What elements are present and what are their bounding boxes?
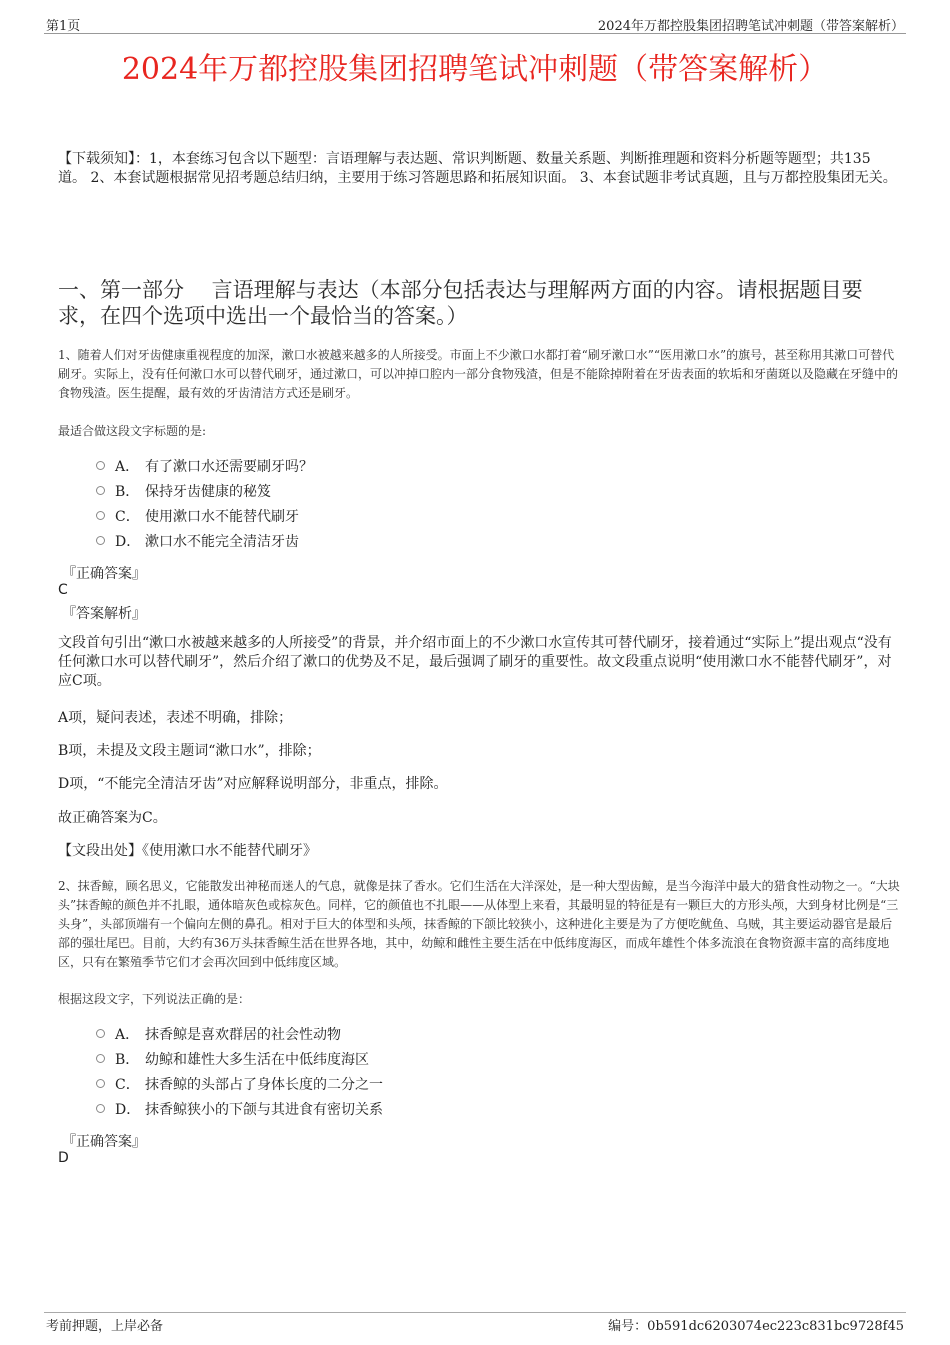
footer-serial-number: 编号：0b591dc6203074ec223c831bc9728f45 — [608, 1319, 904, 1334]
q1-source: 【文段出处】《使用漱口水不能替代刷牙》 — [58, 843, 317, 859]
footer-divider — [44, 1312, 906, 1313]
q1-option-a[interactable] — [96, 453, 313, 478]
q1-options — [96, 453, 313, 553]
option-text: 使用漱口水不能替代刷牙 — [145, 508, 299, 525]
option-letter: C． — [115, 1076, 140, 1093]
option-letter: A． — [115, 1026, 140, 1043]
document-title: 2024年万都控股集团招聘笔试冲刺题（带答案解析） — [121, 52, 829, 87]
q2-question: 根据这段文字，下列说法正确的是： — [58, 992, 251, 1006]
q2-answer-label: 『正确答案』 — [62, 1134, 146, 1150]
radio-icon[interactable] — [96, 536, 105, 545]
radio-icon[interactable] — [96, 486, 105, 495]
option-letter: A． — [115, 458, 140, 475]
q1-option-b[interactable] — [96, 478, 313, 503]
option-letter: D． — [115, 533, 141, 550]
q1-answer: C — [58, 582, 68, 598]
radio-icon[interactable] — [96, 1054, 105, 1063]
section-heading: 一、第一部分 言语理解与表达（本部分包括表达与理解两方面的内容。请根据题目要求，在四个选项中选出一个最恰当的答案。） — [58, 278, 863, 328]
option-letter: C． — [115, 508, 140, 525]
radio-icon[interactable] — [96, 1029, 105, 1038]
radio-icon[interactable] — [96, 1079, 105, 1088]
option-letter: B． — [115, 483, 140, 500]
option-text: 抹香鲸的头部占了身体长度的二分之一 — [145, 1076, 383, 1093]
option-text: 抹香鲸是喜欢群居的社会性动物 — [145, 1026, 341, 1043]
q1-option-d[interactable] — [96, 528, 313, 553]
header-divider — [44, 33, 906, 34]
q2-answer: D — [58, 1150, 69, 1166]
q1-analysis: 文段首句引出“漱口水被越来越多的人所接受”的背景，并介绍市面上的不少漱口水宣传其可替代刷牙，接着通过“实际上”提出观点“没有任何漱口水可以替代刷牙”，然后介绍了漱口的优势及不足，最后强调了刷牙的重要性。故文段重点说明“使用漱口水不能替代刷牙”，对应C项。 — [58, 635, 892, 689]
option-text: 保持牙齿健康的秘笈 — [145, 483, 271, 500]
q2-option-c[interactable] — [96, 1071, 383, 1096]
q1-passage: 1、随着人们对牙齿健康重视程度的加深，漱口水被越来越多的人所接受。市面上不少漱口水都打着“刷牙漱口水”“医用漱口水”的旗号，甚至称用其漱口可替代刷牙。实际上，没有任何漱口水可以替代刷牙，通过漱口，可以冲掉口腔内一部分食物残渣，但是不能除掉附着在牙齿表面的软垢和牙菌斑以及隐藏在牙缝中的食物残渣。医生提醒，最有效的牙齿清洁方式还是刷牙。 — [58, 348, 899, 400]
download-notice: 【下载须知】：1，本套练习包含以下题型：言语理解与表达题、常识判断题、数量关系题、判断推理题和资料分析题等题型；共135道。 2、本套试题根据常见招考题总结归纳，主要用于练习答题思路和拓展知识面。 3、本套试题非考试真题，且与万都控股集团无关。 — [58, 151, 897, 186]
q1-analysis-b: B项，未提及文段主题词“漱口水”，排除； — [58, 743, 321, 759]
q2-option-a[interactable] — [96, 1021, 383, 1046]
option-letter: D． — [115, 1101, 141, 1118]
q2-option-b[interactable] — [96, 1046, 383, 1071]
option-text: 抹香鲸狭小的下颌与其进食有密切关系 — [145, 1101, 383, 1118]
option-text: 漱口水不能完全清洁牙齿 — [145, 533, 299, 550]
q2-options — [96, 1021, 383, 1121]
q2-option-d[interactable] — [96, 1096, 383, 1121]
option-text: 有了漱口水还需要刷牙吗？ — [145, 458, 313, 475]
radio-icon[interactable] — [96, 1104, 105, 1113]
radio-icon[interactable] — [96, 461, 105, 470]
q1-question: 最适合做这段文字标题的是: — [58, 424, 207, 438]
q1-option-c[interactable] — [96, 503, 313, 528]
option-letter: B． — [115, 1051, 140, 1068]
q1-analysis-a: A项，疑问表述，表述不明确，排除； — [58, 710, 293, 726]
q1-analysis-label: 『答案解析』 — [62, 606, 146, 622]
q1-answer-label: 『正确答案』 — [62, 566, 146, 582]
header-title: 2024年万都控股集团招聘笔试冲刺题（带答案解析） — [597, 19, 904, 34]
q1-analysis-d: D项，“不能完全清洁牙齿”对应解释说明部分，非重点，排除。 — [58, 776, 448, 792]
option-text: 幼鲸和雄性大多生活在中低纬度海区 — [145, 1051, 369, 1068]
q2-passage: 2、抹香鲸，顾名思义，它能散发出神秘而迷人的气息，就像是抹了香水。它们生活在大洋深处，是一种大型齿鲸，是当今海洋中最大的猎食性动物之一。“大块头”抹香鲸的颜色并不扎眼，通体暗灰色或棕灰色。同样，它的颜值也不扎眼——从体型上来看，其最明显的特征是有一颗巨大的方形头颅，大到身材比例是“三头身”，头部顶端有一个偏向左侧的鼻孔。相对于巨大的体型和头颅，抹香鲸的下颌比较狭小，这种进化主要是为了方便吃鱿鱼、乌贼，其主要运动器官是最后部的强壮尾巴。目前，大约有36万头抹香鲸生活在世界各地，其中，幼鲸和雌性主要生活在中低纬度海区，而成年雄性个体多流浪在食物资源丰富的高纬度地区，只有在繁殖季节它们才会再次回到中低纬度区域。 — [58, 879, 900, 969]
q1-conclusion: 故正确答案为C。 — [58, 810, 167, 826]
footer-slogan: 考前押题，上岸必备 — [46, 1319, 164, 1334]
header-page-number: 第1页 — [46, 19, 81, 34]
radio-icon[interactable] — [96, 511, 105, 520]
